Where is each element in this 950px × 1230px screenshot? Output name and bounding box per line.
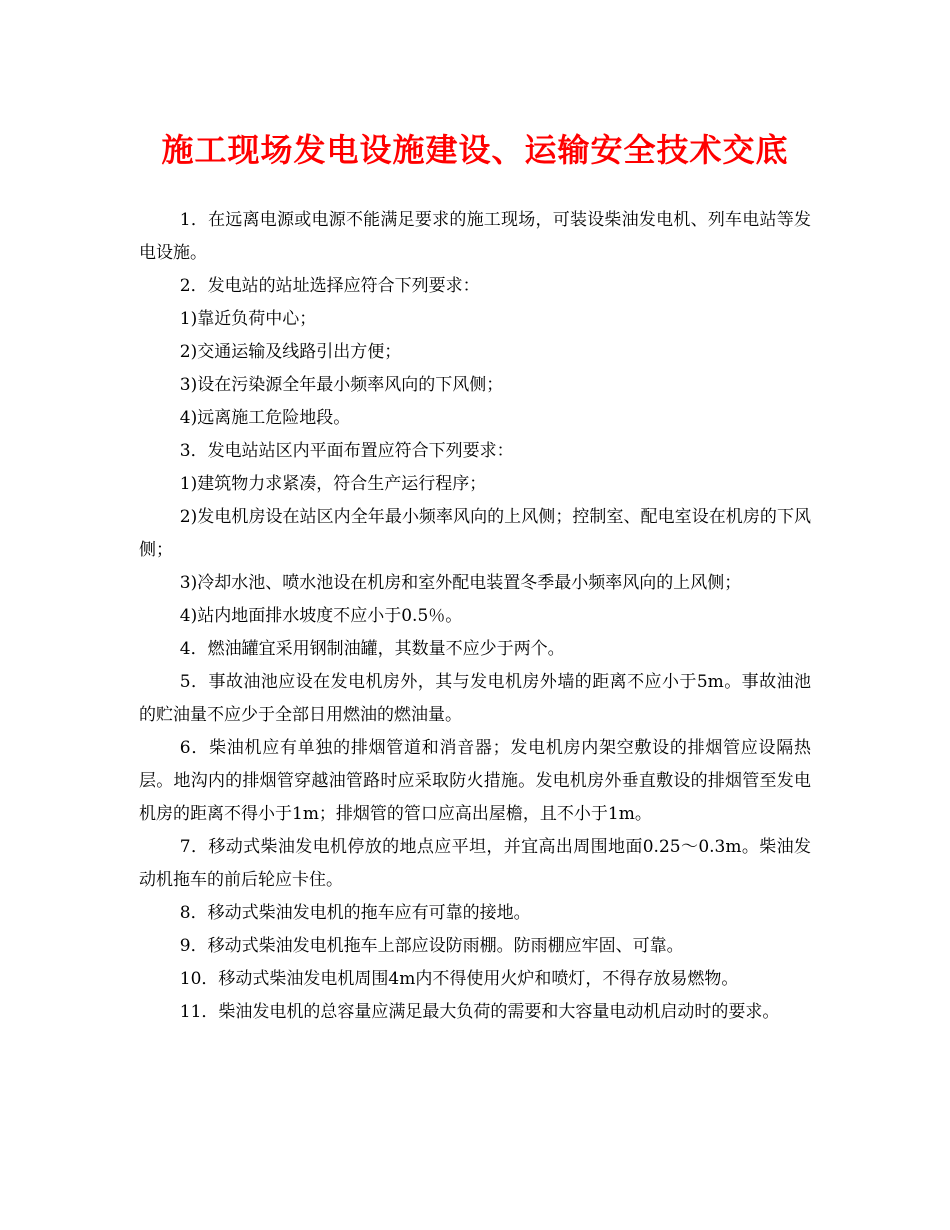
paragraph-3: 3．发电站站区内平面布置应符合下列要求： xyxy=(179,441,514,461)
paragraph-9: 9．移动式柴油发电机拖车上部应设防雨棚。防雨棚应牢固、可靠。 xyxy=(179,936,684,956)
paragraph-3-item-3: 3)冷却水池、喷水池设在机房和室外配电装置冬季最小频率风向的上风侧； xyxy=(179,573,742,593)
document-body xyxy=(139,204,811,1029)
paragraph-11: 11．柴油发电机的总容量应满足最大负荷的需要和大容量电动机启动时的要求。 xyxy=(179,1002,780,1022)
paragraph-5: 5．事故油池应设在发电机房外，其与发电机房外墙的距离不应小于5m。事故油池的贮油量不应少于全部日用燃油的燃油量。 xyxy=(139,672,811,725)
paragraph-2-item-1: 1)靠近负荷中心； xyxy=(179,309,317,329)
paragraph-3-item-2: 2)发电机房设在站区内全年最小频率风向的上风侧；控制室、配电室设在机房的下风侧； xyxy=(139,507,811,560)
paragraph-1: 1．在远离电源或电源不能满足要求的施工现场，可装设柴油发电机、列车电站等发电设施。 xyxy=(139,210,811,263)
paragraph-2-item-2: 2)交通运输及线路引出方便； xyxy=(179,342,402,362)
paragraph-2-item-3: 3)设在污染源全年最小频率风向的下风侧； xyxy=(179,375,504,395)
document-title: 施工现场发电设施建设、运输安全技术交底 xyxy=(161,131,789,169)
paragraph-10: 10．移动式柴油发电机周围4m内不得使用火炉和喷灯，不得存放易燃物。 xyxy=(179,969,739,989)
paragraph-8: 8．移动式柴油发电机的拖车应有可靠的接地。 xyxy=(179,903,531,923)
paragraph-4: 4．燃油罐宜采用钢制油罐，其数量不应少于两个。 xyxy=(179,639,565,659)
paragraph-6: 6．柴油机应有单独的排烟管道和消音器；发电机房内架空敷设的排烟管应设隔热层。地沟内的排烟管穿越油管路时应采取防火措施。发电机房外垂直敷设的排烟管至发电机房的距离不得小于1m；排烟管的管口应高出屋檐，且不小于1m。 xyxy=(139,738,811,824)
paragraph-2: 2．发电站的站址选择应符合下列要求： xyxy=(179,276,480,296)
paragraph-3-item-1: 1)建筑物力求紧凑，符合生产运行程序； xyxy=(179,474,487,494)
paragraph-3-item-4: 4)站内地面排水坡度不应小于0.5％。 xyxy=(179,606,463,626)
paragraph-2-item-4: 4)远离施工危险地段。 xyxy=(179,408,351,428)
paragraph-7: 7．移动式柴油发电机停放的地点应平坦，并宜高出周围地面0.25～0.3m。柴油发动机拖车的前后轮应卡住。 xyxy=(139,837,811,890)
